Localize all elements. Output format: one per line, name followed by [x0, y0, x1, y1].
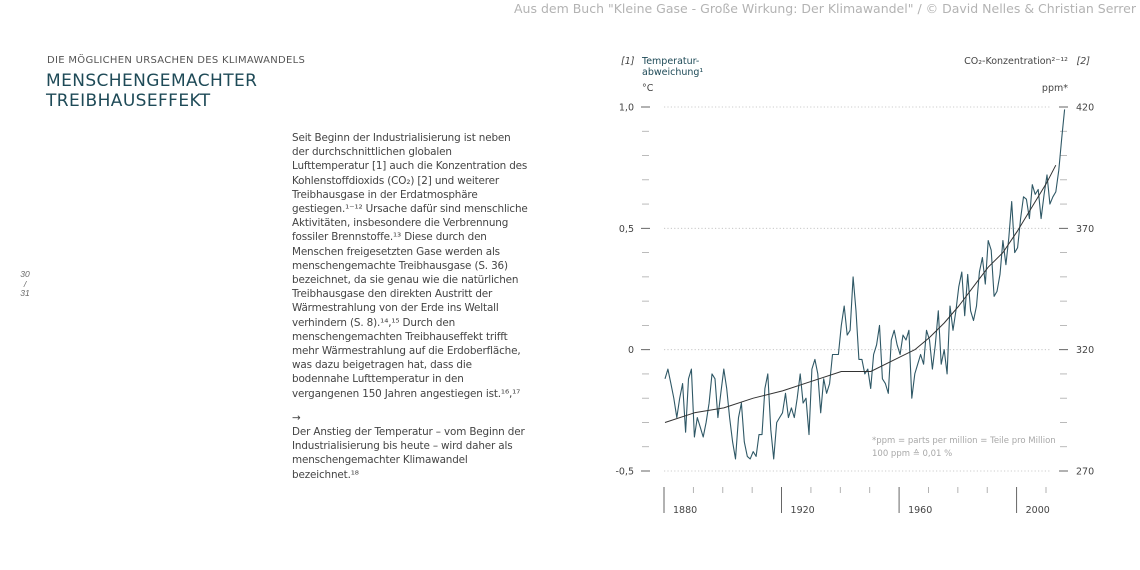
- right-axis-tick-label: 370: [1076, 223, 1095, 235]
- axis-layer: [615, 103, 1094, 517]
- right-axis-label: CO₂-Konzentration²⁻¹²: [964, 56, 1068, 67]
- series-layer: [665, 109, 1065, 459]
- right-axis-tick-label: 270: [1076, 466, 1095, 478]
- body-paragraph-2: Der Anstieg der Temperatur – vom Beginn der Industrialisierung bis heute – wird daher als menschengemachter Klimawandel bezeichnet.¹⁸: [292, 426, 525, 481]
- page-title-line-2: TREIBHAUSEFFEKT: [46, 91, 211, 111]
- page-number-separator: /: [23, 278, 27, 289]
- temperature-line: [665, 109, 1065, 459]
- left-axis-tick-label: -0,5: [615, 466, 634, 478]
- page-number-right: 31: [20, 288, 30, 298]
- left-axis-label-line-2: abweichung¹: [642, 67, 704, 78]
- x-axis-tick-label: 1920: [790, 505, 815, 516]
- left-axis-tick-label: 1,0: [618, 102, 634, 114]
- left-axis-tick-label: 0: [627, 345, 634, 357]
- section-label: DIE MÖGLICHEN URSACHEN DES KLIMAWANDELS: [47, 55, 306, 66]
- right-axis-ref: [2]: [1076, 56, 1090, 67]
- arrow-icon: →: [292, 411, 301, 424]
- left-axis-tick-label: 0,5: [618, 223, 634, 235]
- right-axis-tick-label: 420: [1076, 102, 1095, 114]
- right-axis-unit: ppm*: [1041, 83, 1068, 94]
- x-axis-tick-label: 1880: [673, 505, 698, 516]
- left-axis-unit: °C: [642, 83, 654, 94]
- grid-layer: [664, 107, 1050, 471]
- body-paragraph-1: Seit Beginn der Industrialisierung ist neben der durchschnittlichen globalen Lufttemperatur [1] auch die Konzentration des Kohlenstoffdioxids (CO₂) [2] und weiterer Treibhausgase in der Erdatmosphäre gestiegen.¹⁻¹² Ursache dafür sind menschliche Aktivitäten, insbesondere die Verbrennung fossiler Brennstoffe.¹³ Diese durch den Menschen freigesetzten Gase werden als menschengemachte Treibhausgase (S. 36) bezeichnet, da sie genau wie die natürlichen Treibhausgase den direkten Austritt der Wärmestrahlung von der Erde ins Weltall verhindern (S. 8).¹⁴,¹⁵ Durch den menschengemachten Treibhauseffekt trifft mehr Wärmestrahlung auf die Erdoberfläche, was dazu beigetragen hat, dass die bodennahe Lufttemperatur in den vergangenen 150 Jahren angestiegen ist.¹⁶,¹⁷: [292, 132, 528, 400]
- x-axis-tick-label: 1960: [908, 505, 933, 516]
- co2-line: [665, 165, 1056, 422]
- copyright-credit: Aus dem Buch "Kleine Gase - Große Wirkung: Der Klimawandel" / © David Nelles & Christian Serrer: [513, 1, 1136, 16]
- x-axis-tick-label: 2000: [1025, 505, 1050, 516]
- page-title-line-1: MENSCHENGEMACHTER: [46, 71, 258, 91]
- left-axis-ref: [1]: [621, 56, 635, 67]
- chart-footnote-line-2: 100 ppm ≙ 0,01 %: [872, 449, 953, 459]
- right-axis-tick-label: 320: [1076, 345, 1095, 357]
- page-number-left: 30: [20, 269, 30, 279]
- chart-footnote-line-1: *ppm = parts per million = Teile pro Million: [872, 436, 1056, 446]
- left-axis-label-line-1: Temperatur-: [642, 56, 700, 67]
